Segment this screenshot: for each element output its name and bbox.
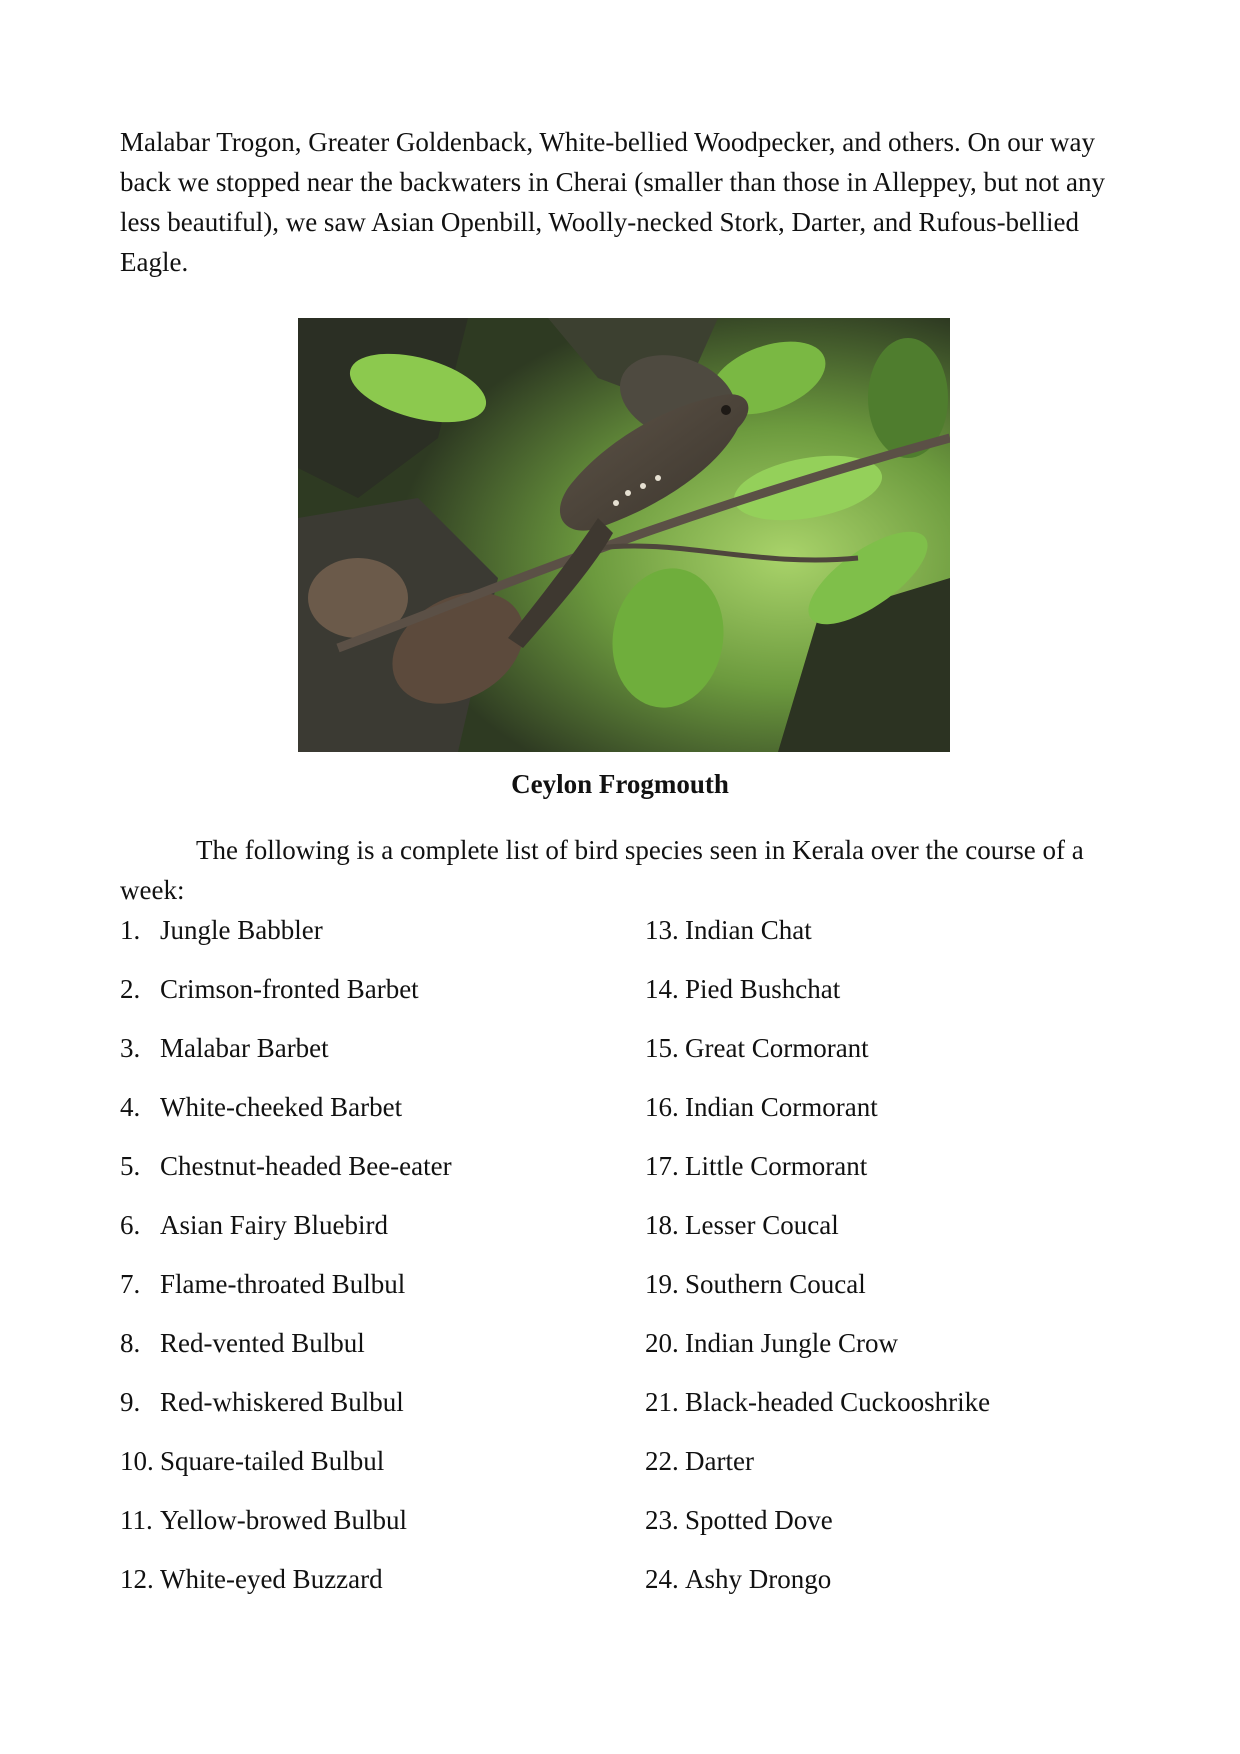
figure-caption: Ceylon Frogmouth (511, 769, 729, 799)
species-item: 2. Crimson-fronted Barbet (120, 974, 419, 1004)
species-item: 16. Indian Cormorant (645, 1092, 878, 1122)
species-item: 22. Darter (645, 1446, 754, 1476)
species-list-right (645, 910, 990, 1618)
intro-paragraph: Malabar Trogon, Greater Goldenback, White-bellied Woodpecker, and others. On our way back we stopped near the backwaters in Cherai (smaller than those in Alleppey, but not any less beautiful), we saw Asian Openbill, Woolly-necked Stork, Darter, and Rufous-bellied Eagle. (120, 127, 1105, 277)
ceylon-frogmouth-photo (298, 318, 950, 752)
species-item: 1. Jungle Babbler (120, 915, 323, 945)
species-item: 13. Indian Chat (645, 915, 812, 945)
species-item: 6. Asian Fairy Bluebird (120, 1210, 388, 1240)
species-item: 15. Great Cormorant (645, 1033, 869, 1063)
species-item: 5. Chestnut-headed Bee-eater (120, 1151, 452, 1181)
species-item: 12. White-eyed Buzzard (120, 1564, 383, 1594)
bird-photo (298, 318, 950, 752)
species-item: 3. Malabar Barbet (120, 1033, 329, 1063)
species-item: 18. Lesser Coucal (645, 1210, 839, 1240)
species-item: 11. Yellow-browed Bulbul (120, 1505, 408, 1535)
species-list-left (120, 910, 452, 1618)
species-item: 23. Spotted Dove (645, 1505, 833, 1535)
species-item: 17. Little Cormorant (645, 1151, 868, 1181)
species-item: 19. Southern Coucal (645, 1269, 866, 1299)
species-item: 21. Black-headed Cuckooshrike (645, 1387, 991, 1417)
species-item: 24. Ashy Drongo (645, 1564, 832, 1594)
list-intro-paragraph: The following is a complete list of bird species seen in Kerala over the course of a week: (120, 835, 1084, 905)
species-item: 8. Red-vented Bulbul (120, 1328, 365, 1358)
species-item: 14. Pied Bushchat (645, 974, 841, 1004)
species-item: 20. Indian Jungle Crow (645, 1328, 898, 1358)
species-item: 10. Square-tailed Bulbul (120, 1446, 385, 1476)
species-item: 4. White-cheeked Barbet (120, 1092, 403, 1122)
species-item: 7. Flame-throated Bulbul (120, 1269, 406, 1299)
species-item: 9. Red-whiskered Bulbul (120, 1387, 404, 1417)
